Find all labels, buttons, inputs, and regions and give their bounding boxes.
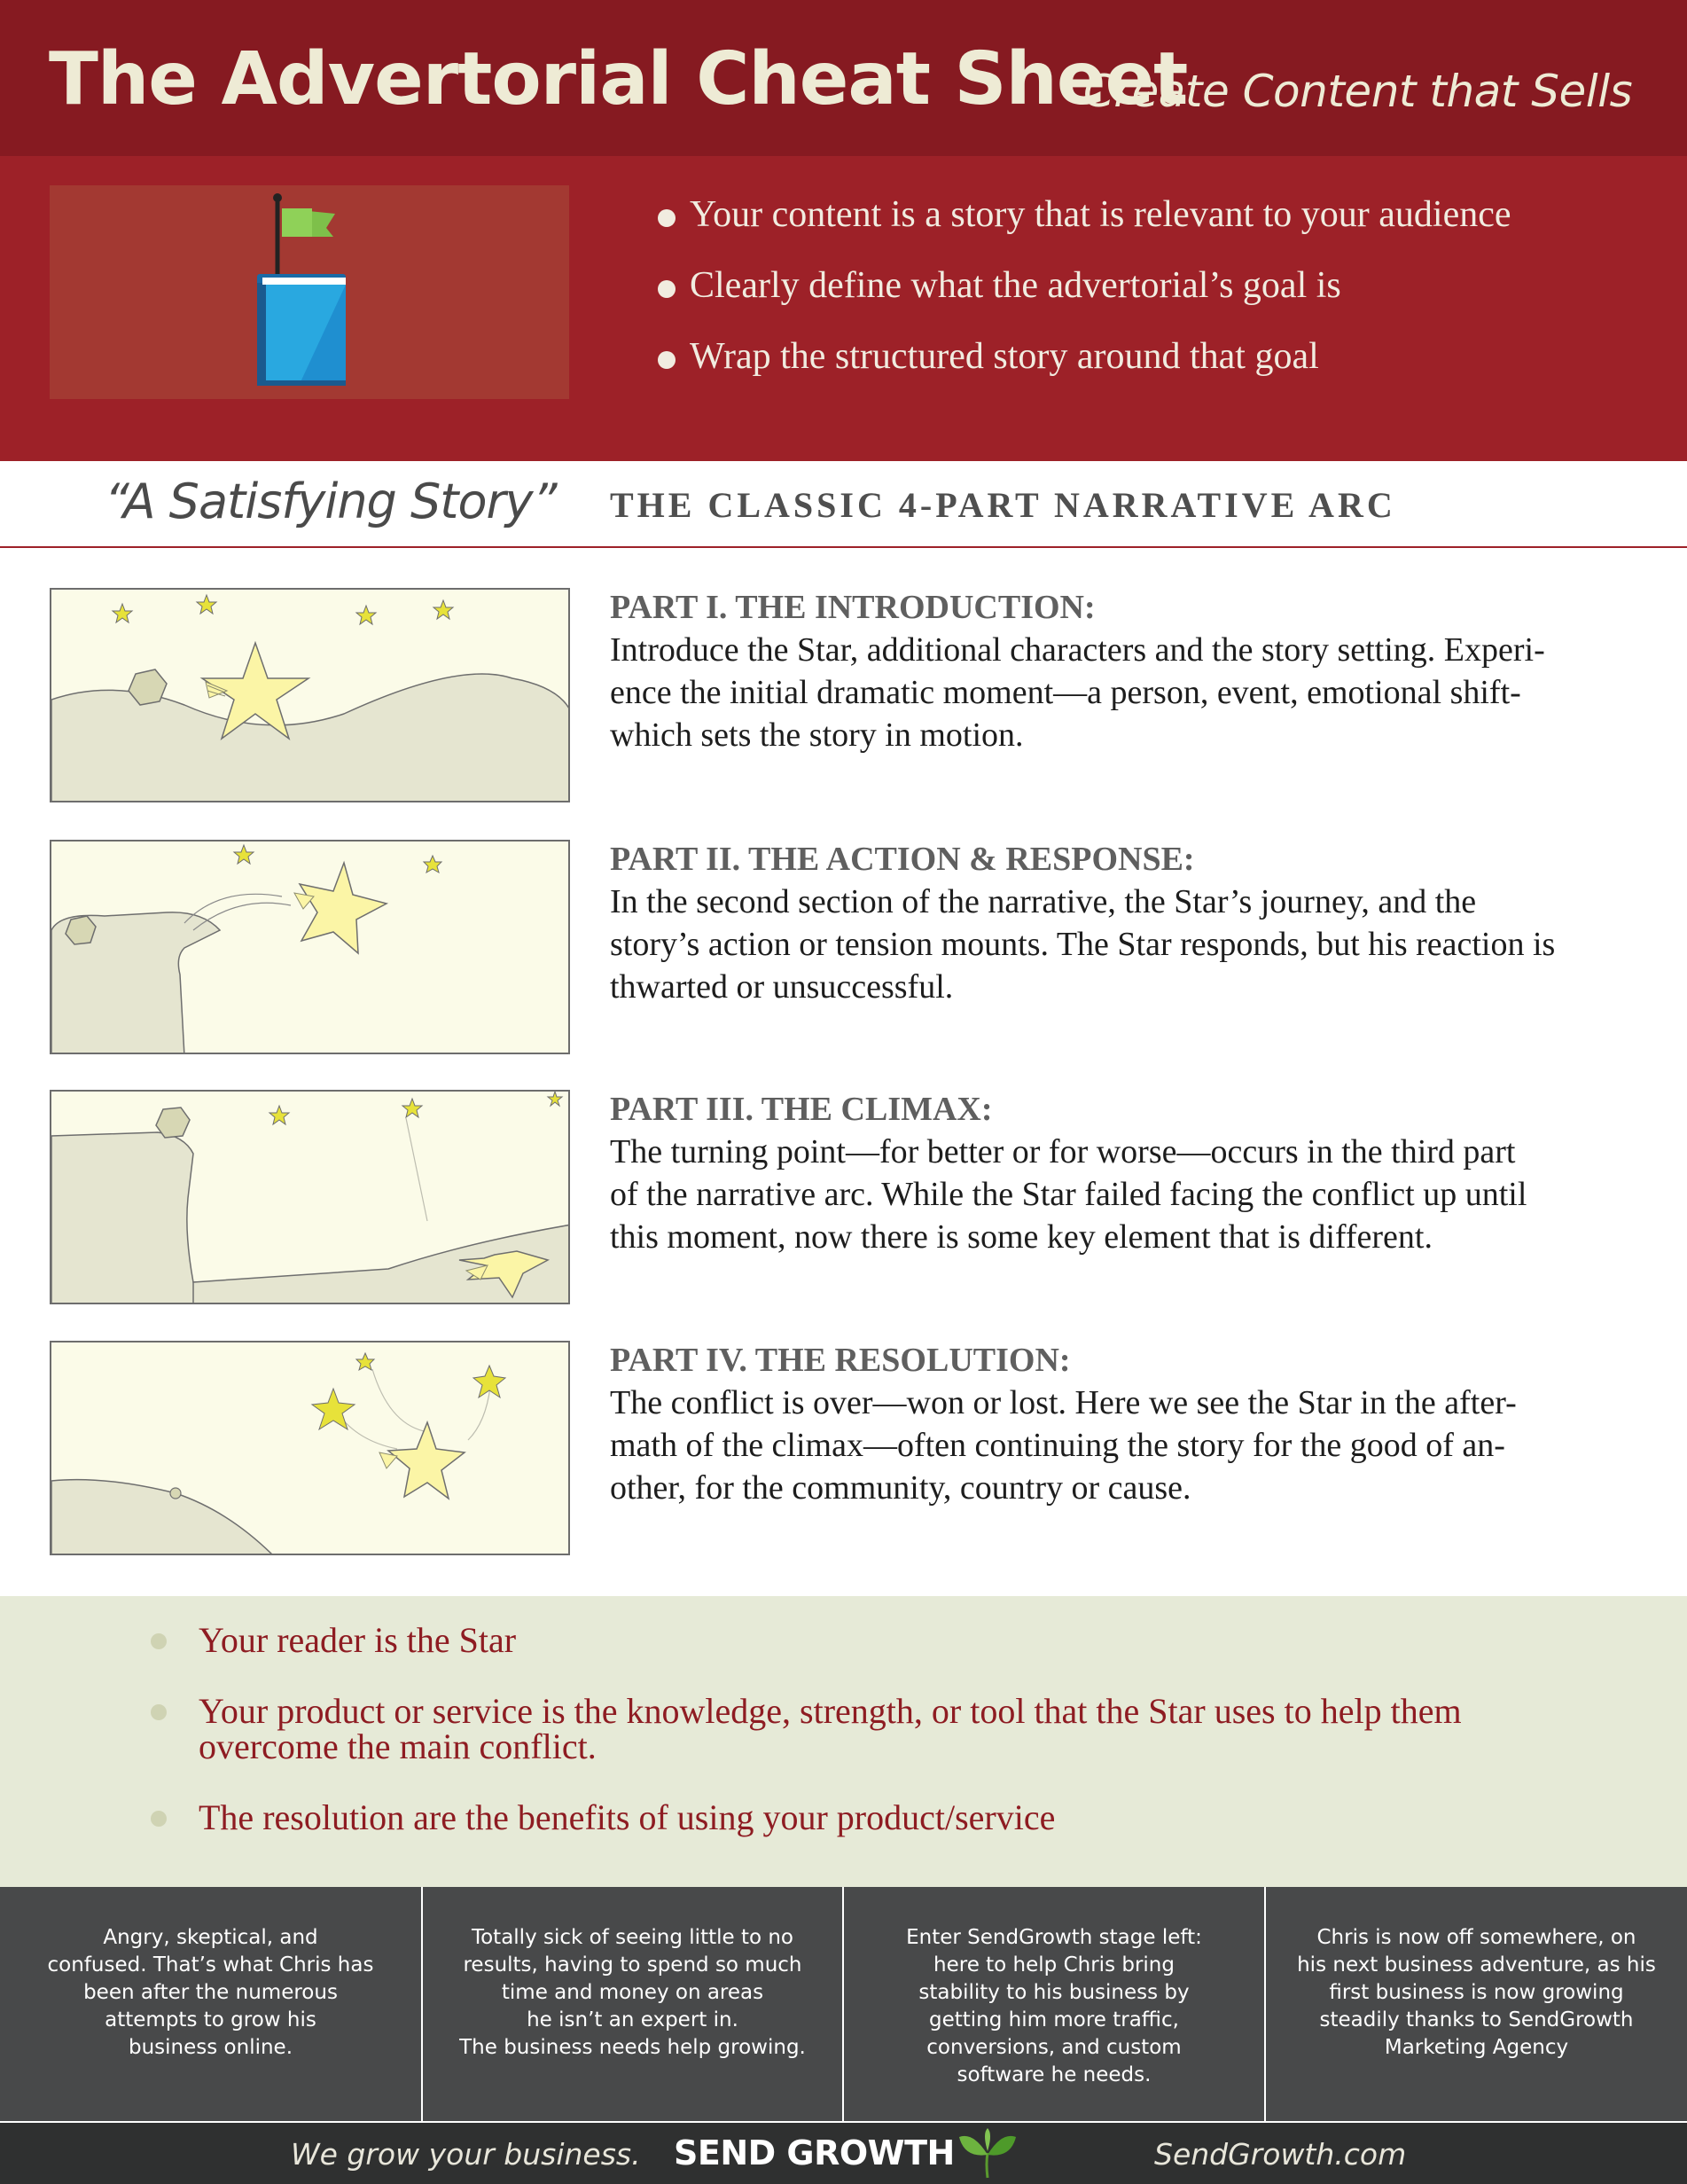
part-resolution	[0, 1341, 1687, 1557]
intro-bullet: Wrap the structured story around that goal	[656, 335, 1511, 406]
part-line: story’s action or tension mounts. The Star responds, but his reaction is	[610, 926, 1556, 963]
part-line: which sets the story in motion.	[610, 716, 1024, 754]
part-line: Introduce the Star, additional characters and the story setting. Experi-	[610, 631, 1545, 669]
leaf-sprout-icon	[956, 2128, 1019, 2180]
example-line: Chris is now off somewhere, on	[1316, 1926, 1636, 1949]
example-column	[423, 1887, 842, 2121]
part-description	[610, 629, 1656, 756]
example-line: his next business adventure, as his	[1297, 1953, 1656, 1977]
part-line: thwarted or unsuccessful.	[610, 968, 954, 1006]
example-line: The business needs help growing.	[459, 2036, 806, 2059]
example-line: here to help Chris bring	[933, 1953, 1175, 1977]
star-resolution-illustration	[50, 1341, 570, 1555]
takeaway-line: The resolution are the benefits of using your product/service	[199, 1797, 1056, 1837]
takeaway-item	[151, 1797, 1462, 1837]
example-column	[844, 1887, 1264, 2121]
takeaway-item	[151, 1691, 1462, 1766]
takeaway-line: Your product or service is the knowledge, strength, or tool that the Star uses to help them	[199, 1691, 1462, 1731]
part-climax	[0, 1090, 1687, 1306]
example-line: getting him more traffic,	[929, 2008, 1179, 2031]
example-line: first business is now growing	[1329, 1981, 1624, 2004]
page-title: The Advertorial Cheat Sheet	[49, 37, 1188, 121]
example-line: attempts to grow his	[105, 2008, 316, 2031]
part-line: of the narrative arc. While the Star failed facing the conflict up until	[610, 1176, 1527, 1213]
star-introduction-illustration	[50, 588, 570, 802]
intro-bullet-list	[656, 193, 1511, 406]
takeaway-line: overcome the main conflict.	[199, 1726, 597, 1766]
example-line: Marketing Agency	[1384, 2036, 1569, 2059]
part-line: The conflict is over—won or lost. Here we see the Star in the after-	[610, 1384, 1517, 1421]
header-banner	[0, 0, 1687, 156]
page-subtitle: Create Content that Sells	[1083, 66, 1633, 117]
intro-section	[0, 156, 1687, 461]
star-action-illustration	[50, 840, 570, 1054]
example-line: steadily thanks to SendGrowth	[1319, 2008, 1634, 2031]
example-line: he isn’t an expert in.	[527, 2008, 738, 2031]
part-introduction	[0, 588, 1687, 804]
footer-tagline: We grow your business.	[291, 2137, 641, 2172]
part-line: The turning point—for better or for worse—occurs in the third part	[610, 1133, 1516, 1170]
part-line: math of the climax—often continuing the story for the good of an-	[610, 1427, 1505, 1464]
brand-logo[interactable]: SEND GROWTH	[674, 2133, 955, 2172]
part-description	[610, 1382, 1656, 1509]
star-climax-illustration	[50, 1090, 570, 1304]
website-link[interactable]: SendGrowth.com	[1154, 2137, 1407, 2172]
story-quote: “A Satisfying Story”	[105, 474, 557, 529]
book-with-flag-icon	[50, 185, 569, 399]
part-action-response	[0, 840, 1687, 1056]
example-line: Enter SendGrowth stage left:	[906, 1926, 1202, 1949]
part-line: ence the initial dramatic moment—a person, event, emotional shift-	[610, 674, 1521, 711]
example-line: time and money on areas	[501, 1981, 764, 2004]
example-line: results, having to spend so much	[463, 1953, 802, 1977]
example-line: Angry, skeptical, and	[103, 1926, 318, 1949]
part-description	[610, 1131, 1656, 1258]
takeaway-item	[151, 1620, 1462, 1660]
narrative-arc-heading: THE CLASSIC 4-PART NARRATIVE ARC	[610, 485, 1396, 525]
part-description	[610, 881, 1656, 1008]
example-column	[1266, 1887, 1687, 2121]
part-line: other, for the community, country or cause.	[610, 1469, 1191, 1507]
example-column	[0, 1887, 421, 2121]
takeaway-list	[151, 1620, 1462, 1837]
takeaway-band	[0, 1596, 1687, 1887]
example-line: been after the numerous	[83, 1981, 338, 2004]
icon-panel	[50, 185, 569, 399]
example-line: stability to his business by	[918, 1981, 1190, 2004]
example-line: software he needs.	[957, 2063, 1152, 2086]
part-line: this moment, now there is some key element that is different.	[610, 1218, 1433, 1256]
example-story-columns	[0, 1887, 1687, 2121]
footer	[0, 2121, 1687, 2184]
part-line: In the second section of the narrative, the Star’s journey, and the	[610, 883, 1477, 920]
intro-bullet: Clearly define what the advertorial’s goal is	[656, 264, 1511, 335]
part-title: PART III. THE CLIMAX:	[610, 1091, 993, 1128]
part-title: PART IV. THE RESOLUTION:	[610, 1342, 1071, 1379]
example-line: business online.	[128, 2036, 293, 2059]
part-title: PART II. THE ACTION & RESPONSE:	[610, 841, 1195, 878]
example-line: confused. That’s what Chris has	[47, 1953, 374, 1977]
example-line: conversions, and custom	[926, 2036, 1182, 2059]
part-title: PART I. THE INTRODUCTION:	[610, 589, 1096, 626]
intro-bullet: Your content is a story that is relevant to your audience	[656, 193, 1511, 264]
story-heading	[0, 461, 1687, 548]
example-line: Totally sick of seeing little to no	[471, 1926, 794, 1949]
takeaway-line: Your reader is the Star	[199, 1620, 517, 1660]
